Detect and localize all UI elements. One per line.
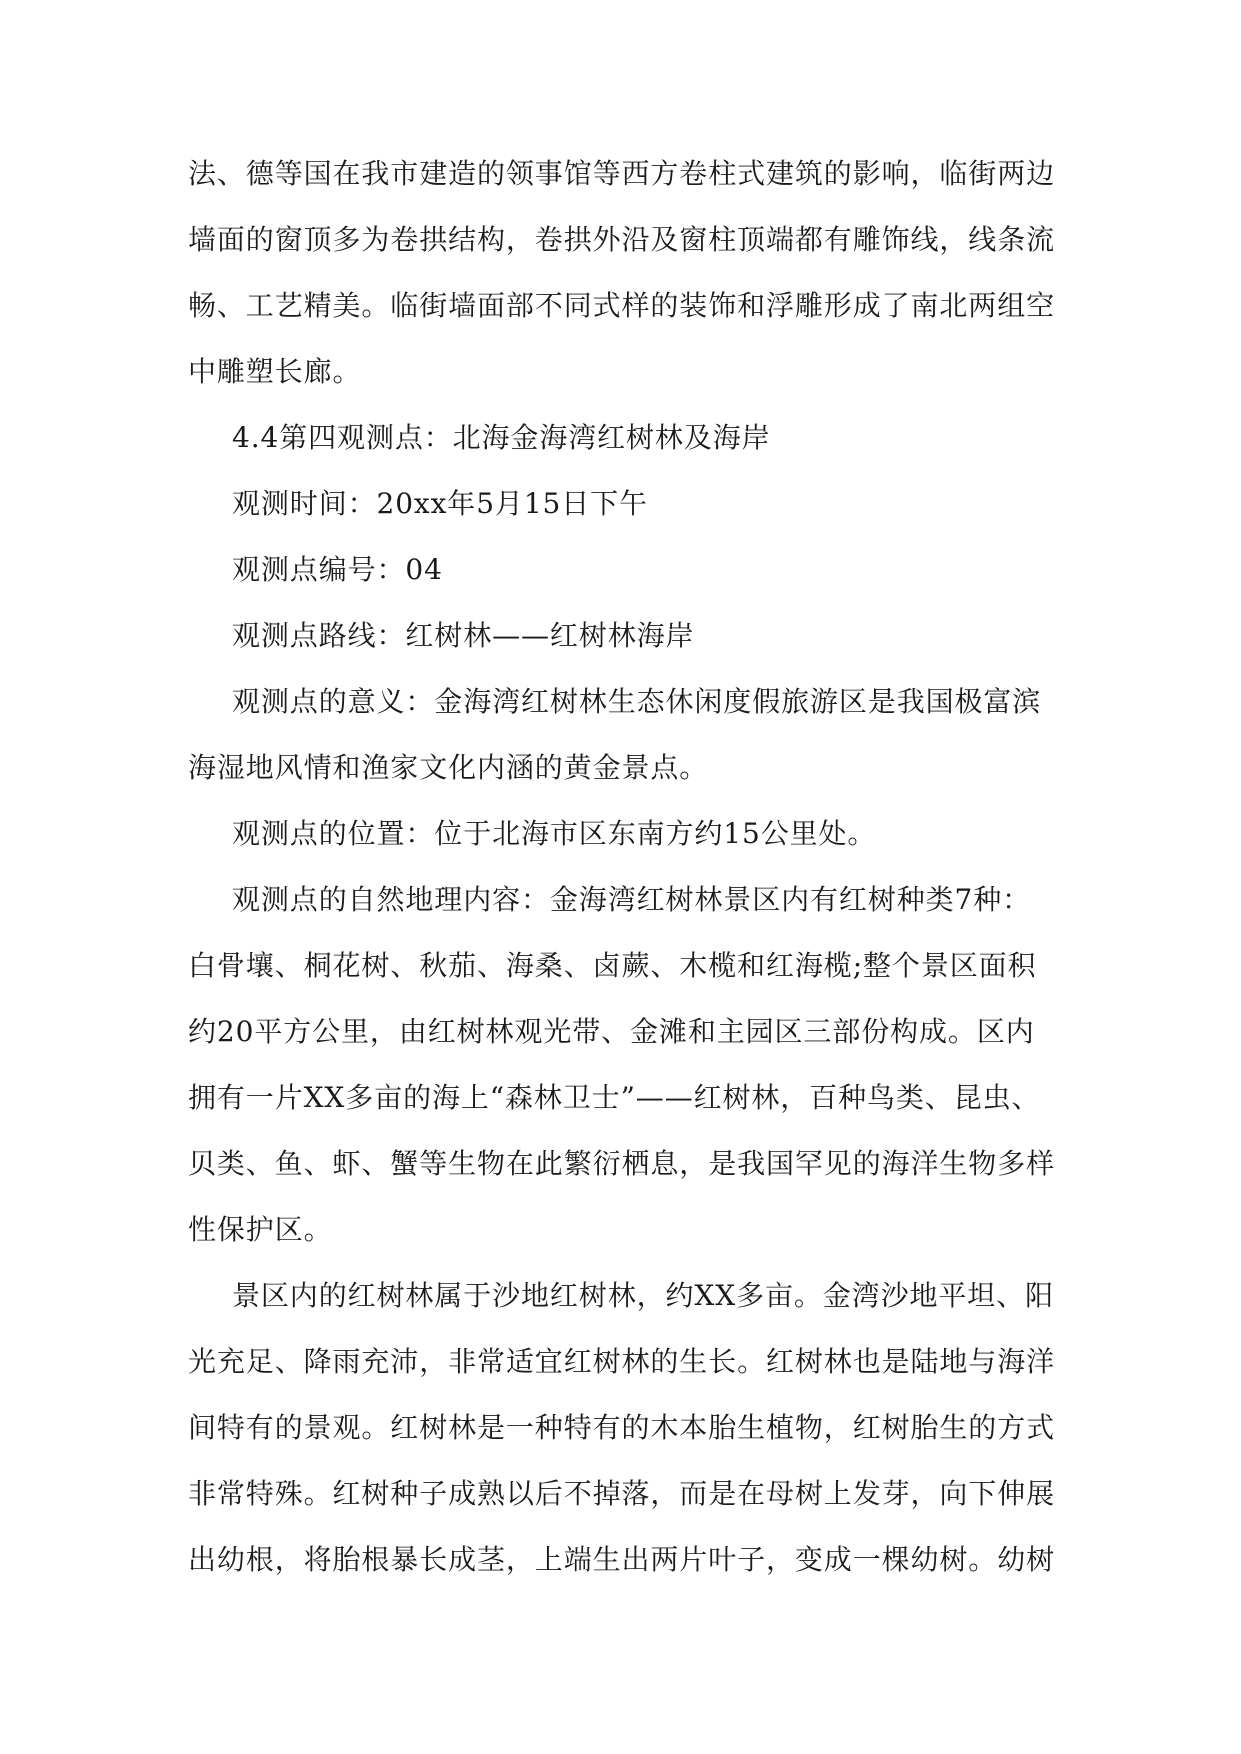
text-line: 间特有的景观。红树林是一种特有的木本胎生植物，红树胎生的方式 [188, 1411, 1056, 1444]
text-line: 畅、工艺精美。临街墙面部不同式样的装饰和浮雕形成了南北两组空 [188, 289, 1056, 322]
text-line: 贝类、鱼、虾、蟹等生物在此繁衍栖息，是我国罕见的海洋生物多样 [188, 1147, 1056, 1180]
observation-location: 观测点的位置：位于北海市区东南方约15公里处。 [232, 817, 877, 850]
text-line: 出幼根，将胎根暴长成茎，上端生出两片叶子，变成一棵幼树。幼树 [188, 1543, 1056, 1576]
text-line: 性保护区。 [188, 1213, 333, 1246]
text-line: 非常特殊。红树种子成熟以后不掉落，而是在母树上发芽，向下伸展 [188, 1477, 1056, 1510]
observation-time: 观测时间：20xx年5月15日下午 [232, 487, 648, 520]
text-line: 中雕塑长廊。 [188, 355, 362, 388]
text-line: 海湿地风情和渔家文化内涵的黄金景点。 [188, 751, 709, 784]
text-line: 景区内的红树林属于沙地红树林，约XX多亩。金湾沙地平坦、阳 [232, 1279, 1054, 1312]
text-line: 白骨壤、桐花树、秋茄、海桑、卤蕨、木榄和红海榄;整个景区面积 [188, 949, 1037, 982]
text-line: 拥有一片XX多亩的海上“森林卫士”——红树林，百种鸟类、昆虫、 [188, 1081, 1041, 1114]
text-line: 观测点的自然地理内容：金海湾红树林景区内有红树种类7种： [232, 883, 1032, 916]
observation-point-number: 观测点编号：04 [232, 553, 443, 586]
text-line: 墙面的窗顶多为卷拱结构，卷拱外沿及窗柱顶端都有雕饰线，线条流 [188, 223, 1056, 256]
section-heading: 4.4第四观测点：北海金海湾红树林及海岸 [232, 421, 771, 454]
observation-route: 观测点路线：红树林——红树林海岸 [232, 619, 695, 652]
text-line: 观测点的意义：金海湾红树林生态休闲度假旅游区是我国极富滨 [232, 685, 1042, 718]
text-line: 光充足、降雨充沛，非常适宜红树林的生长。红树林也是陆地与海洋 [188, 1345, 1056, 1378]
text-line: 法、德等国在我市建造的领事馆等西方卷柱式建筑的影响，临街两边 [188, 157, 1056, 190]
text-line: 约20平方公里，由红树林观光带、金滩和主园区三部份构成。区内 [188, 1015, 1035, 1048]
